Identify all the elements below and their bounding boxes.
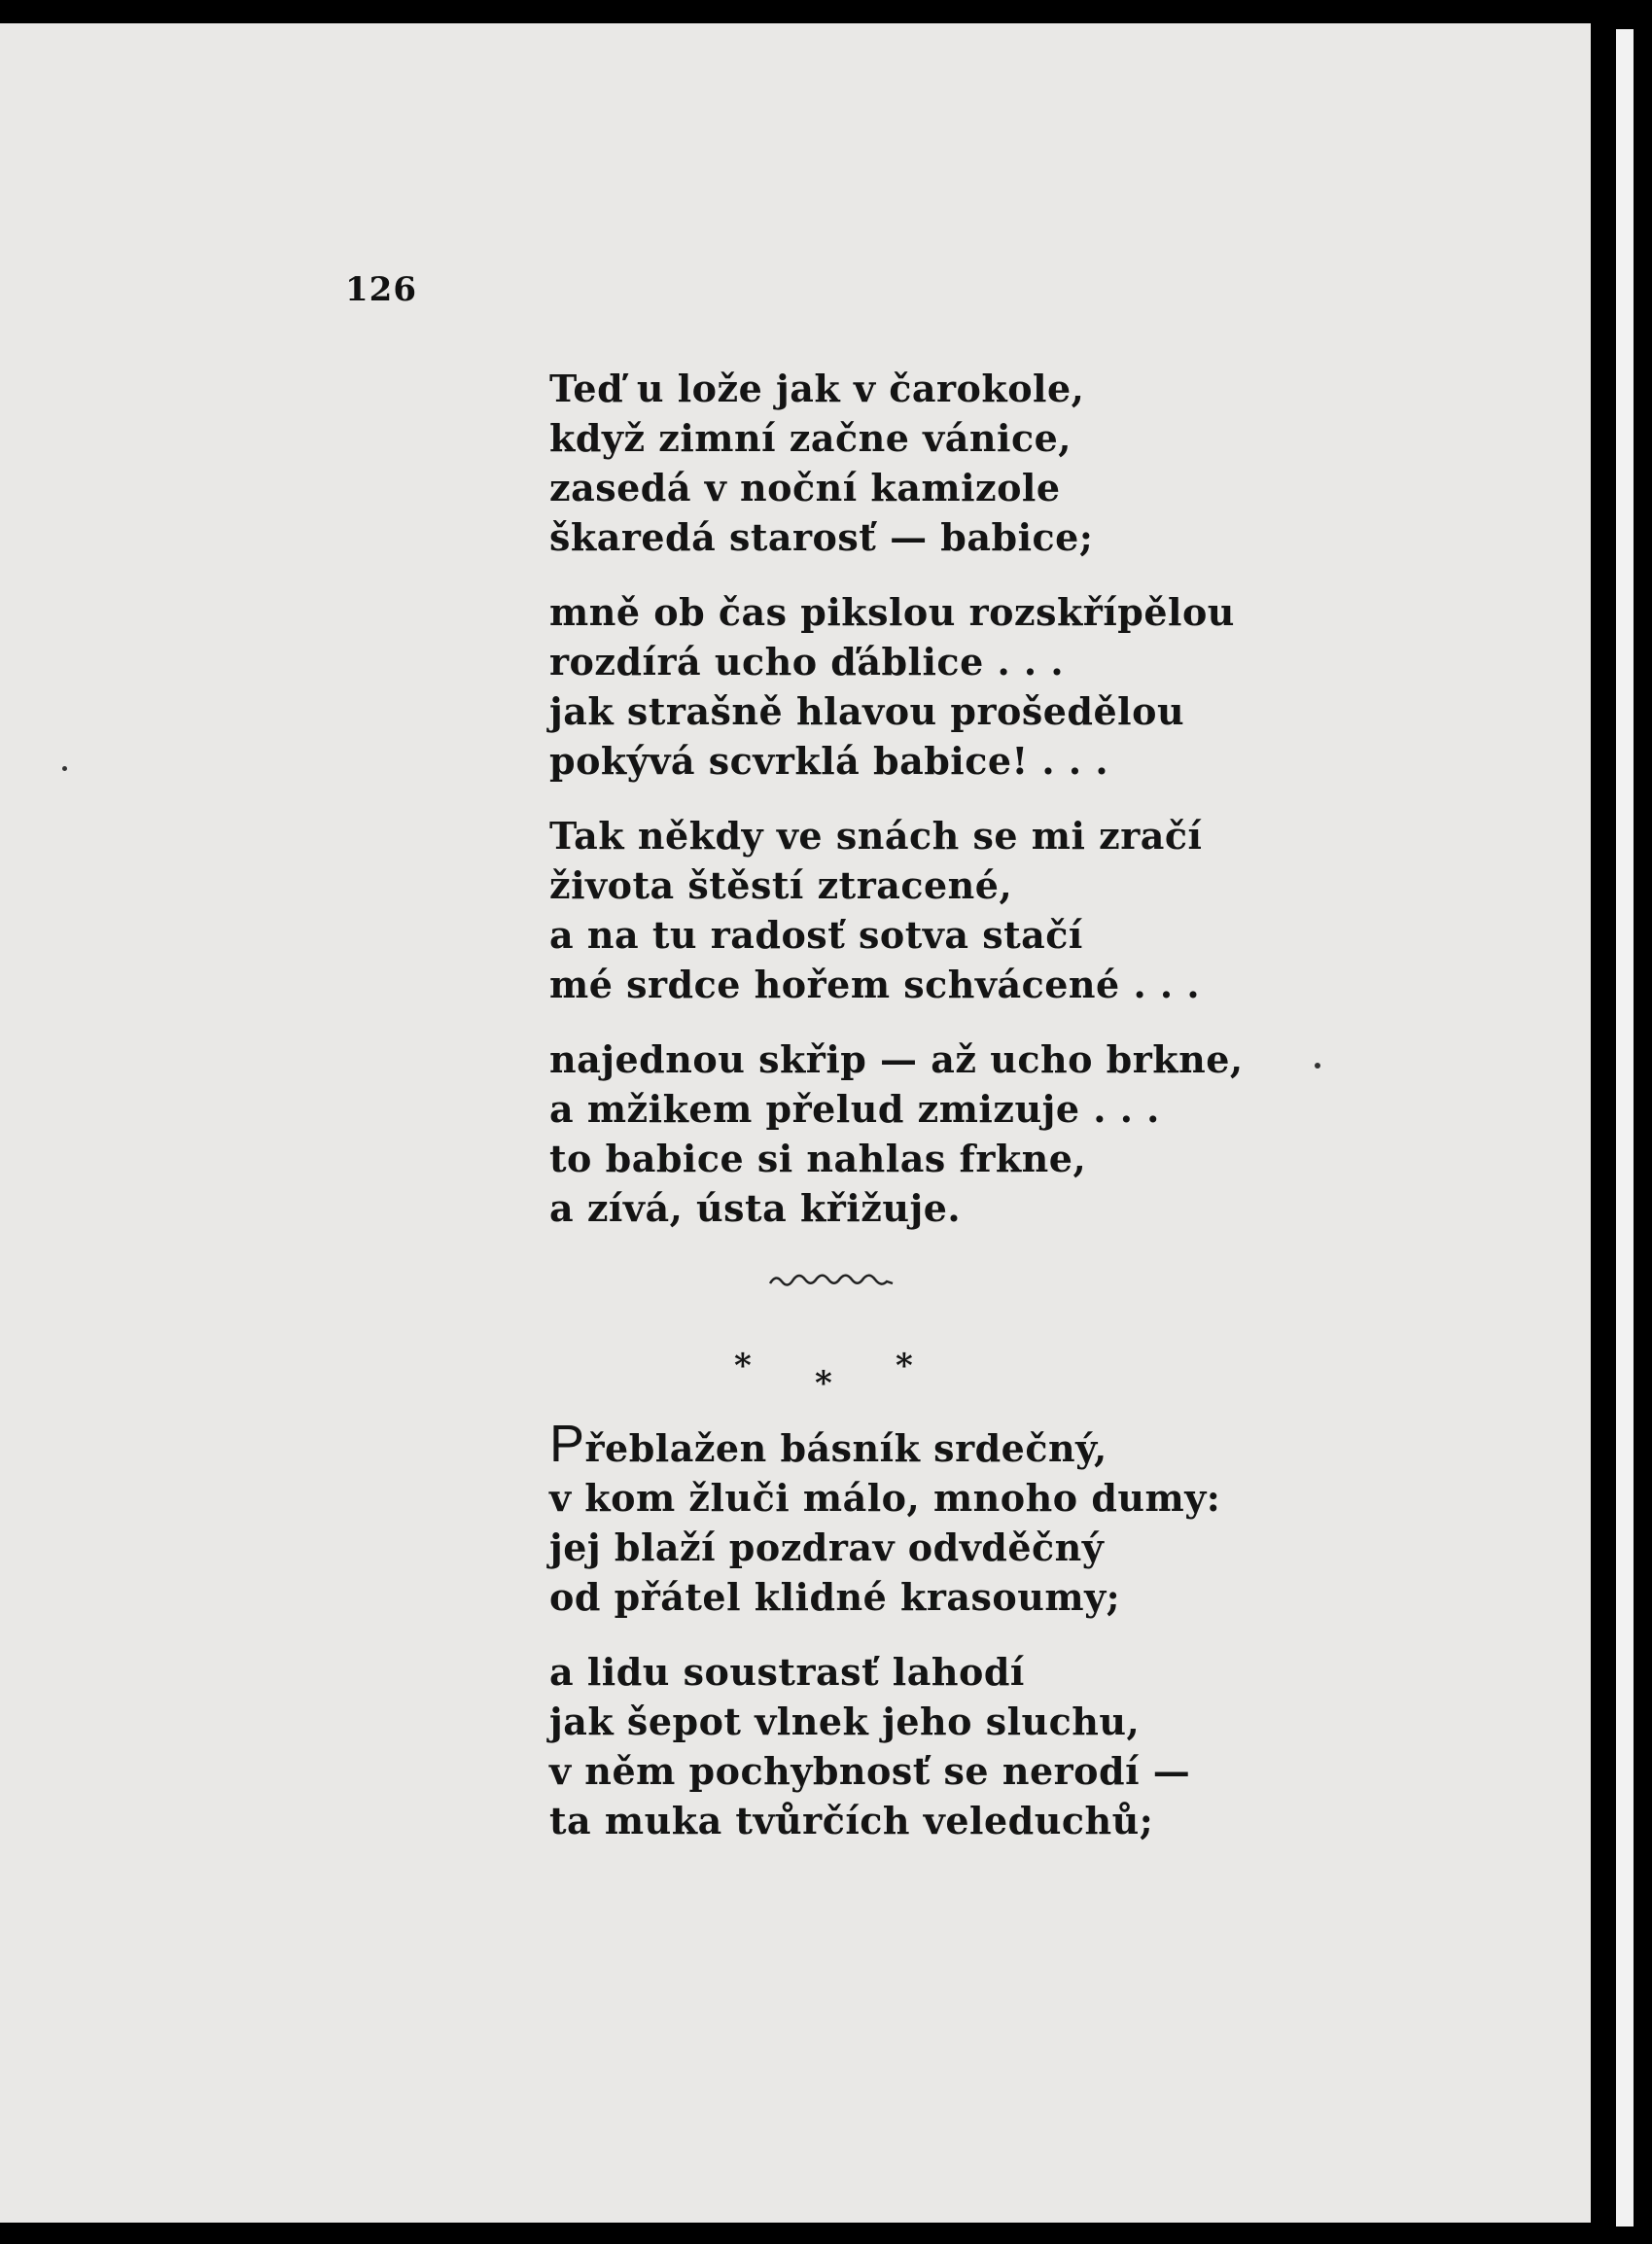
verse-line: to babice si nahlas frkne, (549, 1137, 1087, 1180)
stanza (549, 364, 1244, 562)
adjacent-page-edge (1616, 29, 1634, 2226)
verse-line: a mžikem přelud zmizuje . . . (549, 1087, 1160, 1131)
verse-line: v kom žluči málo, mnoho dumy: (549, 1476, 1221, 1520)
page-number: 126 (345, 270, 417, 309)
verse-line: škaredá starosť — babice; (549, 515, 1094, 559)
stanza (549, 587, 1244, 786)
print-speck (1315, 1063, 1320, 1069)
verse-line: a zívá, ústa křižuje. (549, 1186, 962, 1230)
asterisk: * (815, 1364, 832, 1403)
verse-line: života štěstí ztracené, (549, 863, 1013, 907)
verse-line: mé srdce hořem schvácené . . . (549, 963, 1201, 1006)
stanza (549, 1415, 1221, 1622)
stanza (549, 1034, 1244, 1233)
verse-line: a na tu radosť sotva stačí (549, 913, 1083, 957)
verse-line: Teď u lože jak v čarokole, (549, 367, 1085, 410)
verse-line: když zimní začne vánice, (549, 416, 1072, 460)
verse-line: jak strašně hlavou prošedělou (549, 689, 1185, 733)
poem-two (549, 1415, 1221, 1871)
poem-one (549, 364, 1244, 1258)
verse-line: pokývá scvrklá babice! . . . (549, 739, 1109, 783)
asterisk: * (734, 1347, 752, 1385)
print-speck (62, 766, 67, 771)
verse-line: jej blaží pozdrav odvděčný (549, 1525, 1105, 1569)
verse-line: a lidu soustrasť lahodí (549, 1650, 1025, 1694)
stanza (549, 811, 1244, 1009)
verse-line: rozdírá ucho ďáblice . . . (549, 640, 1065, 684)
verse-line: jak šepot vlnek jeho sluchu, (549, 1700, 1141, 1743)
verse-line: ta muka tvůrčích veleduchů; (549, 1799, 1154, 1842)
verse-line: mně ob čas pikslou rozskřípělou (549, 590, 1235, 634)
wavy-ornament-icon (768, 1270, 895, 1291)
verse-line-first (549, 1415, 1220, 1473)
verse-line: zasedá v noční kamizole (549, 466, 1061, 509)
verse-line: v něm pochybnosť se nerodí — (549, 1749, 1191, 1793)
drop-cap: P (549, 1415, 585, 1473)
verse-line: od přátel klidné krasoumy; (549, 1575, 1121, 1619)
asterism-separator (734, 1347, 929, 1405)
verse-line-rest: řeblažen básník srdečný, (584, 1426, 1107, 1470)
verse-line: najednou skřip — až ucho brkne, (549, 1037, 1244, 1081)
verse-line: Tak někdy ve snách se mi zračí (549, 814, 1203, 858)
asterisk: * (896, 1347, 913, 1385)
stanza (549, 1647, 1220, 1845)
